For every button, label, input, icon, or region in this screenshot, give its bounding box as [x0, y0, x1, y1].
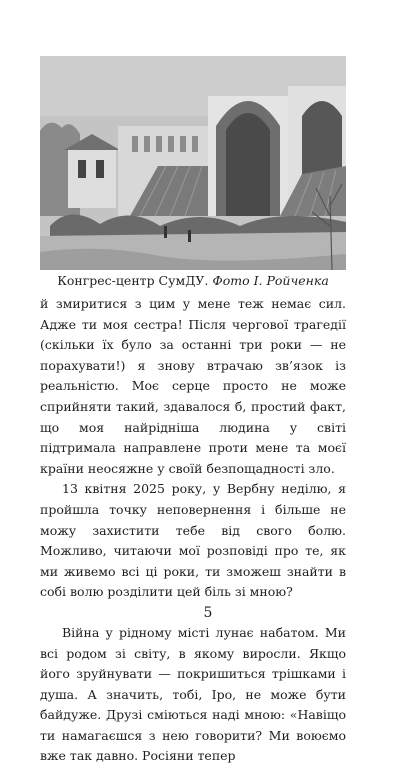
paragraph-1: й змиритися з цим у мене теж немає сил. Адже ти моя сестра! Після чергової трагедії (скільки їх було за останні три роки — не порахувати!) я знову втрачаю зв’язок із реальністю. Моє серце просто не може сприйняти такий, здавалося б, простий факт, що моя найрідніша людина у світі підтримала направлене проти мене та моєї країни неосяжне у своїй безпощадності зло. [40, 296, 346, 476]
body-text [40, 294, 346, 767]
page-number: 5 [203, 605, 213, 621]
congress-center-photo [40, 56, 346, 270]
caption-credit: Фото І. Ройченка [212, 273, 329, 288]
paragraph-3: Війна у рідному місті лунає набатом. Ми всі родом зі світу, в якому виросли. Якщо його зруйнувати — покришиться трішками і душа. А значить, тобі, Іро, не може бути байдуже. Друзі сміються наді мною: «Навіщо ти намагаєшся з нею говорити? Ми воюємо вже так давно. Росіяни тепер [40, 624, 346, 764]
photo-caption [40, 271, 346, 291]
paragraph-2: 13 квітня 2025 року, у Вербну неділю, я пройшла точку неповернення і більше не можу захистити тебе від свого болю. Можливо, читаючи мої розповіді про те, як ми живемо всі ці роки, ти зможеш знайти в собі волю розділити цей біль зі мною? [40, 481, 346, 600]
caption-text: Конгрес-центр СумДУ. [57, 273, 209, 288]
